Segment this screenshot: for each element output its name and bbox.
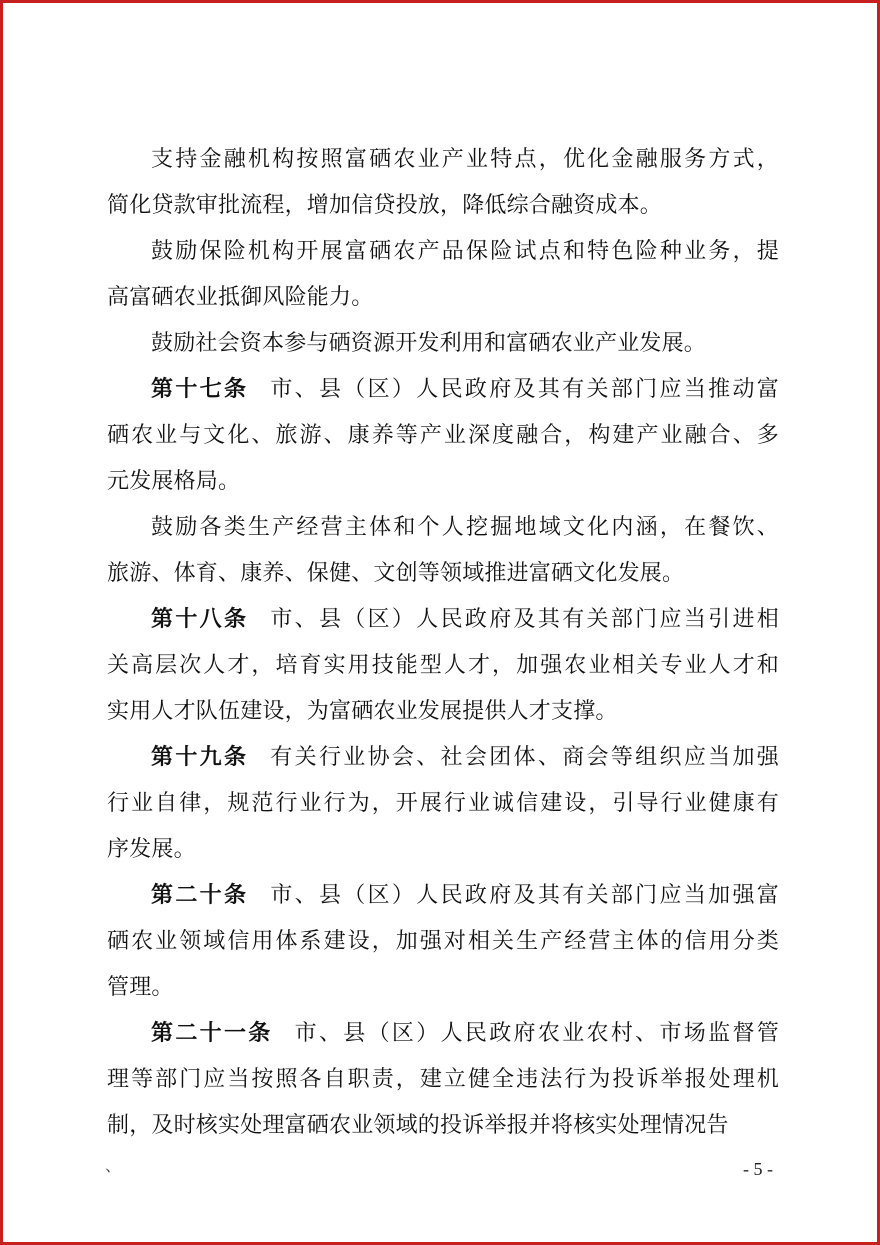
line-text: 高富硒农业抵御风险能力。	[107, 285, 374, 310]
text-line	[107, 275, 779, 321]
article-number: 第十九条	[151, 745, 249, 770]
text-line	[107, 735, 779, 781]
text-line	[107, 597, 779, 643]
text-line	[107, 551, 779, 597]
text-line	[107, 137, 779, 183]
line-text: 支持金融机构按照富硒农业产业特点，优化金融服务方式，	[151, 147, 779, 172]
article-paragraph	[107, 873, 779, 1011]
text-line	[107, 413, 779, 459]
article-paragraph	[107, 1011, 779, 1149]
article-number: 第二十一条	[151, 1021, 273, 1046]
line-text: 元发展格局。	[107, 469, 241, 494]
line-text: 有关行业协会、社会团体、商会等组织应当加强	[270, 745, 780, 770]
text-line	[107, 1103, 779, 1149]
article-paragraph	[107, 597, 779, 735]
text-line	[107, 781, 779, 827]
text-line	[107, 827, 779, 873]
footer-mark: 、	[105, 1156, 122, 1175]
text-line	[107, 965, 779, 1011]
text-paragraph	[107, 229, 779, 321]
article-paragraph	[107, 367, 779, 505]
line-text: 行业自律，规范行业行为，开展行业诚信建设，引导行业健康有	[107, 791, 779, 816]
line-text: 硒农业与文化、旅游、康养等产业深度融合，构建产业融合、多	[107, 423, 779, 448]
line-text: 管理。	[107, 975, 174, 1000]
line-text: 硒农业领域信用体系建设，加强对相关生产经营主体的信用分类	[107, 929, 779, 954]
text-line	[107, 367, 779, 413]
line-text: 市、县（区）人民政府农业农村、市场监督管	[294, 1021, 779, 1046]
text-line	[107, 505, 779, 551]
text-line	[107, 183, 779, 229]
text-line	[107, 643, 779, 689]
text-line	[107, 229, 779, 275]
article-number: 第十八条	[151, 607, 249, 632]
line-text: 旅游、体育、康养、保健、文创等领域推进富硒文化发展。	[107, 561, 685, 586]
line-text: 鼓励社会资本参与硒资源开发利用和富硒农业产业发展。	[151, 331, 707, 356]
text-line	[107, 1057, 779, 1103]
article-paragraph	[107, 735, 779, 873]
line-text: 理等部门应当按照各自职责，建立健全违法行为投诉举报处理机	[107, 1067, 779, 1092]
line-text: 鼓励保险机构开展富硒农产品保险试点和特色险种业务，提	[151, 239, 779, 264]
line-text: 市、县（区）人民政府及其有关部门应当引进相	[270, 607, 780, 632]
page-number: - 5 -	[743, 1159, 773, 1179]
text-line	[107, 321, 779, 367]
article-number: 第十七条	[151, 377, 249, 402]
line-text: 序发展。	[107, 837, 196, 862]
regulation-body-text	[107, 137, 779, 1149]
text-paragraph	[107, 137, 779, 229]
text-paragraph	[107, 321, 779, 367]
line-text: 鼓励各类生产经营主体和个人挖掘地域文化内涵，在餐饮、	[151, 515, 779, 540]
line-text: 制，及时核实处理富硒农业领域的投诉举报并将核实处理情况告	[107, 1113, 729, 1138]
text-paragraph	[107, 505, 779, 597]
text-line	[107, 689, 779, 735]
article-number: 第二十条	[151, 883, 249, 908]
text-line	[107, 459, 779, 505]
line-text: 简化贷款审批流程，增加信贷投放，降低综合融资成本。	[107, 193, 663, 218]
line-text: 市、县（区）人民政府及其有关部门应当加强富	[270, 883, 780, 908]
line-text: 实用人才队伍建设，为富硒农业发展提供人才支撑。	[107, 699, 618, 724]
line-text: 关高层次人才，培育实用技能型人才，加强农业相关专业人才和	[107, 653, 779, 678]
line-text: 市、县（区）人民政府及其有关部门应当推动富	[270, 377, 780, 402]
text-line	[107, 919, 779, 965]
text-line	[107, 1011, 779, 1057]
text-line	[107, 873, 779, 919]
